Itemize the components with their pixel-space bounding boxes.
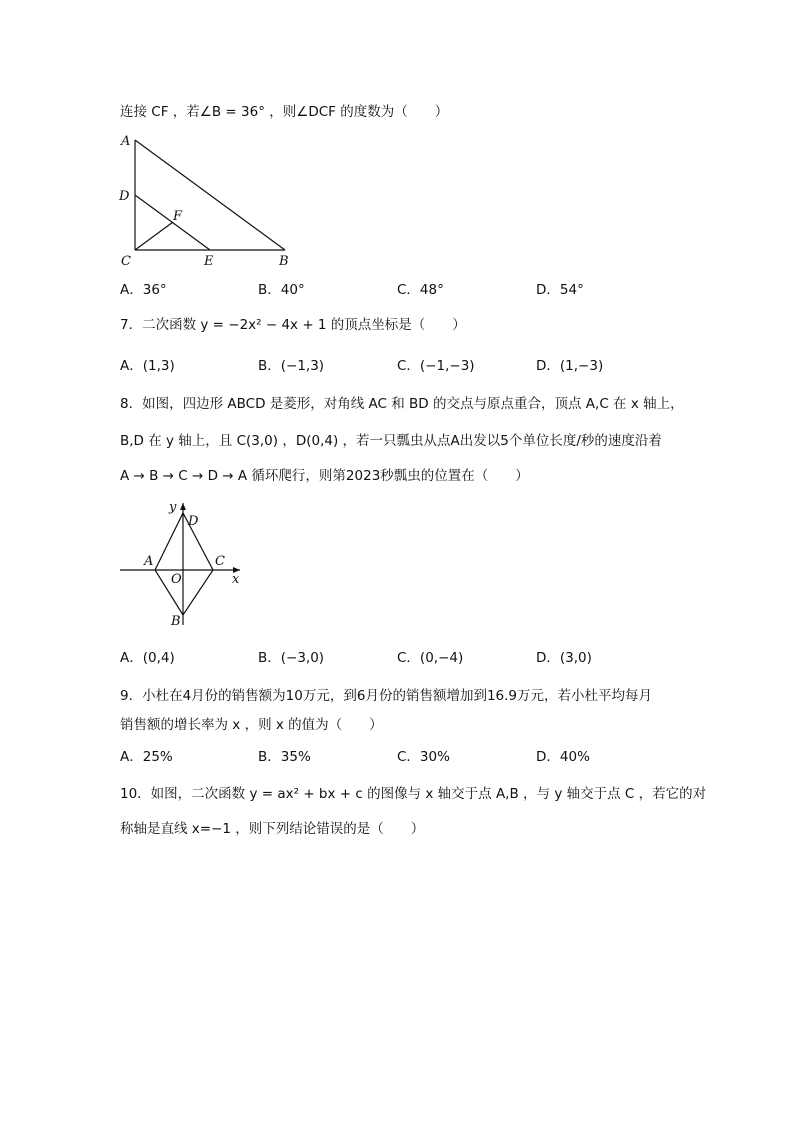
q10-line2: 称轴是直线 x=−1 ，则下列结论错误的是（ ） — [120, 821, 425, 837]
q7-text: 7．二次函数 y = −2x² − 4x + 1 的顶点坐标是（ ） — [120, 317, 466, 333]
q6-text: 连接 CF ，若∠B = 36° ，则∠DCF 的度数为（ ） — [120, 104, 449, 120]
q7-option-c: C．(−1,−3) — [397, 358, 475, 374]
q9-option-c: C．30% — [397, 749, 450, 765]
q6-option-c: C．48° — [397, 282, 444, 298]
q10-line1: 10．如图，二次函数 y = ax² + bx + c 的图像与 x 轴交于点 A,B ，与 y 轴交于点 C ，若它的对 — [120, 786, 707, 802]
q6-option-a: A．36° — [120, 282, 167, 298]
label-D: D — [188, 514, 199, 529]
label-F: F — [173, 209, 183, 224]
q8-option-a: A．(0,4) — [120, 650, 175, 666]
label-x: x — [232, 572, 240, 587]
q8-option-d: D．(3,0) — [536, 650, 592, 666]
q8-line1: 8．如图，四边形 ABCD 是菱形，对角线 AC 和 BD 的交点与原点重合，顶点 A,C 在 x 轴上， — [120, 396, 684, 412]
q8-line3: A → B → C → D → A 循环爬行，则第2023秒瓢虫的位置在（ ） — [120, 468, 529, 484]
q9-option-a: A．25% — [120, 749, 173, 765]
label-C: C — [121, 254, 131, 269]
label-A: A — [144, 554, 154, 569]
q8-rhombus-figure — [115, 495, 255, 635]
q8-line2: B,D 在 y 轴上，且 C(3,0) ，D(0,4) ，若一只瓢虫从点A出发以5个单位长度/秒的速度沿着 — [120, 433, 662, 449]
q8-option-b: B．(−3,0) — [258, 650, 325, 666]
q6-triangle-figure — [115, 130, 305, 270]
label-C: C — [215, 554, 225, 569]
q9-option-b: B．35% — [258, 749, 311, 765]
q6-option-b: B．40° — [258, 282, 305, 298]
label-y: y — [169, 500, 177, 515]
q6-option-d: D．54° — [536, 282, 584, 298]
q9-option-d: D．40% — [536, 749, 590, 765]
q8-option-c: C．(0,−4) — [397, 650, 464, 666]
label-B: B — [171, 614, 181, 629]
label-E: E — [204, 254, 214, 269]
label-D: D — [119, 189, 130, 204]
q7-option-a: A．(1,3) — [120, 358, 175, 374]
q9-line2: 销售额的增长率为 x ，则 x 的值为（ ） — [120, 717, 383, 733]
label-A: A — [121, 134, 131, 149]
label-O: O — [171, 572, 182, 587]
q7-option-b: B．(−1,3) — [258, 358, 325, 374]
q7-option-d: D．(1,−3) — [536, 358, 604, 374]
q9-line1: 9．小杜在4月份的销售额为10万元，到6月份的销售额增加到16.9万元，若小杜平均每月 — [120, 688, 653, 704]
label-B: B — [279, 254, 289, 269]
